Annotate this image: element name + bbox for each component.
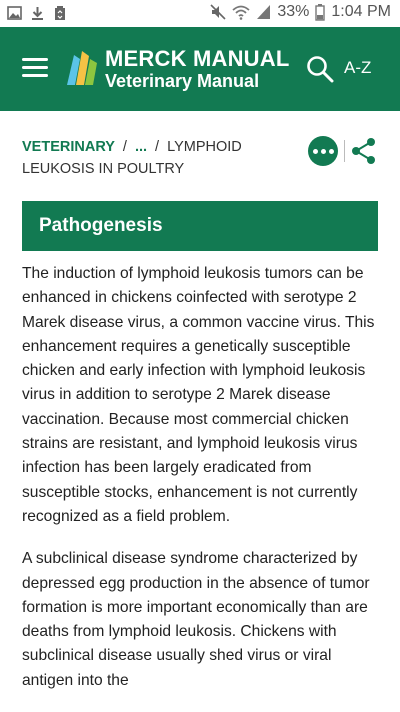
hamburger-menu-icon[interactable]	[22, 57, 50, 79]
merck-manual-logo	[64, 49, 100, 87]
status-bar	[0, 0, 400, 27]
breadcrumb-veterinary-link[interactable]: VETERINARY	[22, 139, 115, 155]
article-paragraph: A subclinical disease syndrome characterized by depressed egg production in the absence of tumor formation is more important economically than are deaths from lymphoid leukosis. Chickens with subclinical disease usually shed virus or viral antigen into the	[22, 550, 370, 689]
breadcrumb-separator: /	[122, 139, 127, 155]
section-header[interactable]	[22, 201, 378, 251]
image-icon	[7, 6, 22, 20]
wifi-icon	[232, 4, 250, 20]
search-icon[interactable]	[306, 55, 334, 83]
toolbar-divider	[344, 140, 345, 162]
article-content	[22, 262, 382, 711]
more-options-icon[interactable]	[308, 136, 338, 166]
article-paragraph: The induction of lymphoid leukosis tumors can be enhanced in chickens coinfected with serotype 2 Marek disease virus, a common vaccine virus. This enhancement requires a genetically susceptible chicken and early infection with lymphoid leukosis virus in addition to serotype 2 Marek disease vaccination. Because most commercial chicken strains are resistant, and lymphoid leukosis virus infection has been largely eradicated from susceptible stocks, enhancement is not currently recognized as a field problem.	[22, 265, 375, 525]
download-icon	[31, 6, 44, 21]
mute-icon	[210, 4, 226, 20]
battery-percent: 33%	[277, 3, 310, 20]
breadcrumb-ellipsis-link[interactable]: ...	[134, 139, 148, 155]
breadcrumb-separator: /	[155, 139, 160, 155]
notification-icons	[7, 5, 67, 21]
share-icon[interactable]	[350, 137, 378, 165]
brand-subtitle: Veterinary Manual	[105, 71, 260, 91]
recycle-icon	[53, 5, 67, 21]
breadcrumb-current: LYMPHOID LEUKOSIS IN POULTRY	[22, 139, 242, 177]
section-title: Pathogenesis	[39, 215, 163, 236]
clock: 1:04 PM	[331, 3, 391, 20]
system-status	[210, 3, 391, 21]
app-header	[0, 27, 400, 111]
brand-title: MERCK MANUAL	[105, 46, 290, 71]
breadcrumb	[22, 136, 292, 180]
battery-icon	[315, 4, 325, 21]
a-z-index-button[interactable]: A-Z	[344, 58, 372, 77]
signal-icon	[256, 4, 271, 20]
